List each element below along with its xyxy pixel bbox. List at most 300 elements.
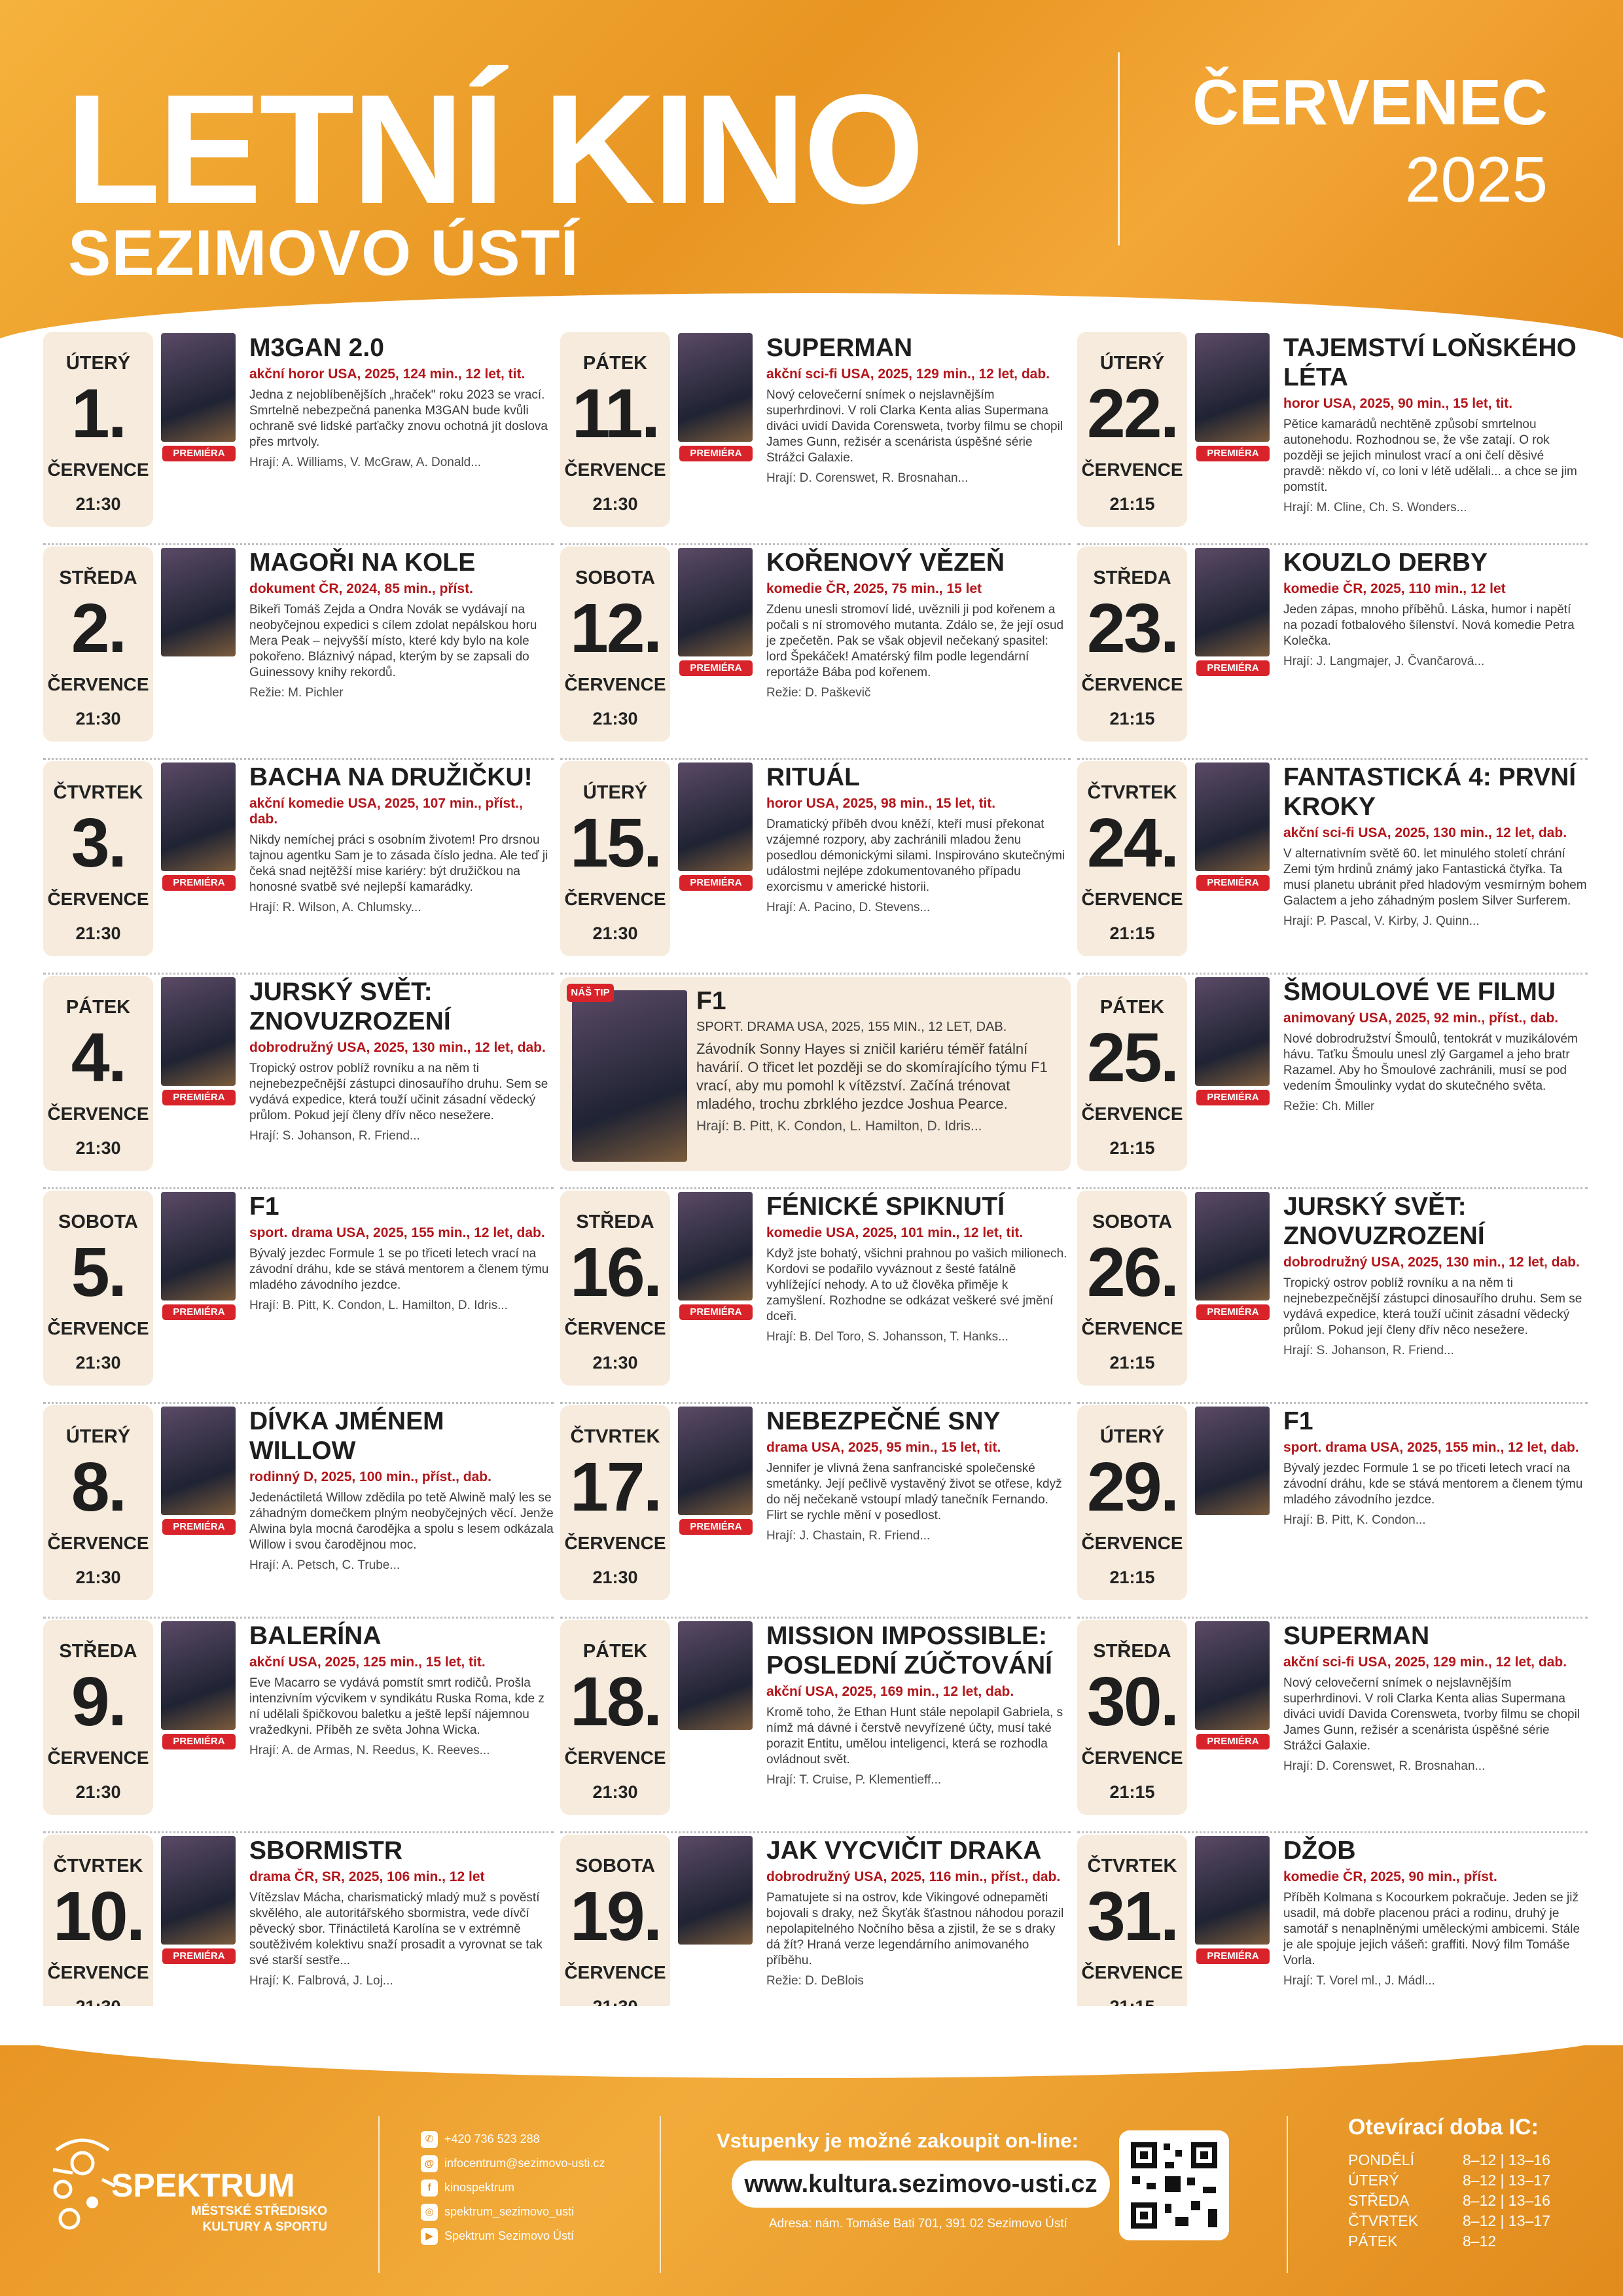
- premiere-badge: PREMIÉRA: [1196, 1734, 1270, 1749]
- movie-info: [766, 1619, 1071, 1787]
- month-label: ČERVENCE: [564, 1748, 666, 1768]
- movie-title[interactable]: SUPERMAN: [766, 334, 913, 362]
- date-box: [43, 332, 153, 527]
- premiere-badge: PREMIÉRA: [679, 446, 753, 461]
- movie-meta: horor USA, 2025, 90 min., 15 let, tit.: [1283, 396, 1513, 411]
- qr-code-icon[interactable]: [1119, 2130, 1229, 2240]
- screening-time: 21:30: [75, 1782, 121, 1802]
- weekday: PÁTEK: [582, 353, 648, 374]
- movie-cast: Hrají: T. Vorel ml., J. Mádl...: [1283, 1974, 1435, 1988]
- program-column-1: [43, 331, 554, 2048]
- poster-subtitle: SEZIMOVO ÚSTÍ: [68, 217, 579, 289]
- movie-description: Pětice kamarádů nechtěně způsobí smrtelnou autonehodu. Rozhodnou se, že vše zatají. O rok později se jejich minulost vrací a oni čelí děsivé pravdě: někdo ví, co loni v létě udělali... a chce se jim pomstít.: [1283, 418, 1577, 494]
- movie-meta: SPORT. DRAMA USA, 2025, 155 MIN., 12 LET, DAB.: [696, 1020, 1007, 1034]
- movie-cast: Hrají: B. Pitt, K. Condon, L. Hamilton, D. Idris...: [249, 1299, 508, 1312]
- movie-info: [1283, 1404, 1588, 1528]
- movie-description: Nové dobrodružství Šmoulů, tentokrát v muzikálovém hávu. Taťku Šmoulu unesl zlý Gargamel a jeho bratr Razamel. Aby ho Šmoulové zachránili, musí se pod vedením Šmoulinky vydat do skutečného světa.: [1283, 1032, 1578, 1093]
- movie-info: [1283, 545, 1588, 669]
- weekday: STŘEDA: [59, 567, 137, 588]
- movie-cast: Hrají: A. Williams, V. McGraw, A. Donald...: [249, 456, 482, 469]
- movie-description: Nový celovečerní snímek o nejslavnějším superhrdinovi. V roli Clarka Kenta alias Supermana diváci uvidí Davida Corensweta, tvorby filmu se chopil James Gunn, režisér a scenárista úspěšné série Strážci Galaxie.: [766, 388, 1063, 465]
- tip-box[interactable]: [560, 977, 1071, 1171]
- movie-description: Příběh Kolmana s Kocourkem pokračuje. Jeden se již usadil, má dobře placenou práci a rodinu, druhý je samotář s nenaplněnými uměleckými ambicemi. Stále je ale spojuje jejich vášeň: graffiti. Nový film Tomáše Vorla.: [1283, 1891, 1580, 1967]
- movie-poster[interactable]: [161, 977, 236, 1086]
- day-number: 26.: [1086, 1234, 1178, 1311]
- address: Adresa: nám. Tomáše Bati 701, 391 02 Sezimovo Ústí: [769, 2217, 1067, 2231]
- movie-meta: komedie ČR, 2025, 110 min., 12 let: [1283, 581, 1506, 596]
- movie-info: [249, 1833, 554, 1988]
- logo-subtitle: MĚSTSKÉ STŘEDISKO KULTURY A SPORTU: [191, 2204, 327, 2234]
- movie-title[interactable]: NEBEZPEČNÉ SNY: [766, 1407, 1001, 1435]
- weekday: PÁTEK: [1099, 997, 1165, 1018]
- date-box: [1077, 547, 1187, 742]
- day-number: 9.: [71, 1663, 126, 1740]
- movie-poster[interactable]: [1195, 977, 1270, 1086]
- hours-time: 8–12 | 13–16: [1463, 2192, 1550, 2209]
- month-label: ČERVENCE: [1081, 459, 1183, 480]
- tickets-url-link[interactable]: www.kultura.sezimovo-usti.cz: [732, 2161, 1110, 2208]
- day-number: 29.: [1086, 1448, 1178, 1526]
- month-label: ČERVENCE: [564, 1533, 666, 1553]
- program-entry: [1077, 1404, 1588, 1619]
- screening-time: 21:15: [1109, 709, 1155, 728]
- premiere-badge: PREMIÉRA: [679, 1519, 753, 1535]
- month-label: ČERVENCE: [47, 889, 149, 909]
- hours-day: PONDĚLÍ: [1348, 2151, 1414, 2168]
- month-label: ČERVENCE: [564, 1318, 666, 1338]
- weekday: SOBOTA: [575, 1856, 655, 1876]
- day-number: 17.: [569, 1448, 661, 1526]
- weekday: ČTVRTEK: [53, 782, 143, 803]
- movie-info: [766, 331, 1071, 486]
- movie-title[interactable]: TAJEMSTVÍ LOŇSKÉHO LÉTA: [1283, 334, 1577, 391]
- screening-time: 21:30: [592, 494, 638, 514]
- month-label: ČERVENCE: [47, 459, 149, 480]
- movie-description: Pamatujete si na ostrov, kde Vikingové odnepaměti bojovali s draky, než Škyťák šťastnou náhodou porazil nepolapitelného Nočního běsa a zjistil, že se s draky dá žít? Hraná verze legendárního animovaného příběhu.: [766, 1891, 1064, 1967]
- date-box: [560, 547, 670, 742]
- month-label: ČERVENCE: [1081, 1748, 1183, 1768]
- premiere-badge: PREMIÉRA: [679, 1304, 753, 1320]
- weekday: ÚTERÝ: [1099, 1426, 1165, 1447]
- hours-row: [1348, 2191, 1571, 2211]
- contact-item[interactable]: [421, 2130, 540, 2147]
- movie-info: [1283, 331, 1588, 515]
- movie-meta: dobrodružný USA, 2025, 116 min., příst., dab.: [766, 1869, 1061, 1884]
- program-entry: [1077, 331, 1588, 545]
- spektrum-logo-icon: [43, 2124, 122, 2242]
- day-number: 2.: [71, 590, 126, 667]
- movie-cast: Režie: D. Paškevič: [766, 686, 871, 700]
- premiere-badge: PREMIÉRA: [1196, 875, 1270, 891]
- movie-meta: animovaný USA, 2025, 92 min., příst., dab.: [1283, 1011, 1559, 1026]
- movie-cast: Hrají: A. Petsch, C. Trube...: [249, 1558, 401, 1572]
- screening-time: 21:30: [75, 924, 121, 943]
- movie-description: Vítězslav Mácha, charismatický mladý muž s pověstí skvělého, ale autoritářského sbormistra, vede dívčí pěvecký sbor. Třináctiletá Karolína se v extrémně soutěživém kolektivu snaží prosadit a vyrovnat se tak své starší sestře...: [249, 1891, 543, 1967]
- movie-poster[interactable]: [572, 990, 687, 1162]
- screening-time: 21:30: [592, 709, 638, 728]
- program-entry: [560, 545, 1071, 760]
- month-label: ČERVENCE: [47, 1318, 149, 1338]
- month-label: ČERVENCE: [1081, 674, 1183, 694]
- day-number: 8.: [71, 1448, 126, 1526]
- movie-meta: sport. drama USA, 2025, 155 min., 12 let, dab.: [249, 1225, 545, 1240]
- movie-cast: Hrají: B. Pitt, K. Condon...: [1283, 1513, 1426, 1527]
- premiere-badge: PREMIÉRA: [679, 660, 753, 676]
- youtube-icon: ▶: [421, 2228, 438, 2245]
- program-entry: [560, 1619, 1071, 1833]
- movie-info: [249, 975, 554, 1143]
- movie-cast: Hrají: S. Johanson, R. Friend...: [1283, 1344, 1454, 1357]
- movie-title[interactable]: DŽOB: [1283, 1837, 1356, 1865]
- movie-poster[interactable]: [678, 548, 753, 656]
- hours-day: PÁTEK: [1348, 2233, 1398, 2250]
- movie-info: [1283, 1189, 1588, 1358]
- date-box: [560, 1191, 670, 1386]
- movie-info: [766, 1833, 1071, 1988]
- movie-cast: Režie: D. DeBlois: [766, 1974, 864, 1988]
- month-label: ČERVENCE: [1081, 1533, 1183, 1553]
- contact-item[interactable]: [421, 2155, 605, 2172]
- date-box: [560, 1405, 670, 1600]
- movie-poster[interactable]: [1195, 1407, 1270, 1515]
- day-number: 19.: [569, 1878, 661, 1955]
- movie-info: [766, 760, 1071, 915]
- day-number: 5.: [71, 1234, 126, 1311]
- day-number: 31.: [1086, 1878, 1178, 1955]
- movie-info: [766, 1189, 1071, 1344]
- footer-divider: [1287, 2116, 1288, 2273]
- weekday: STŘEDA: [1093, 1641, 1171, 1662]
- premiere-badge: PREMIÉRA: [1196, 1948, 1270, 1964]
- contact-text: kinospektrum: [444, 2181, 515, 2194]
- program-entry: [560, 1189, 1071, 1404]
- contact-item[interactable]: [421, 2179, 514, 2196]
- movie-info: [249, 760, 554, 915]
- hours-row: [1348, 2211, 1571, 2231]
- movie-poster[interactable]: [161, 1836, 236, 1945]
- month-label: ČERVENCE: [1081, 889, 1183, 909]
- header-divider: [1118, 52, 1120, 245]
- premiere-badge: PREMIÉRA: [162, 1090, 236, 1105]
- movie-description: Nový celovečerní snímek o nejslavnějším superhrdinovi. V roli Clarka Kenta alias Supermana diváci uvidí Davida Corensweta, tvorby filmu se chopil James Gunn, režisér a scenárista úspěšné série Strážci Galaxie.: [1283, 1676, 1580, 1753]
- movie-poster[interactable]: [161, 1192, 236, 1300]
- movie-title[interactable]: JURSKÝ SVĚT: ZNOVUZROZENÍ: [249, 978, 451, 1035]
- program-entry: [43, 1189, 554, 1404]
- movie-cast: Hrají: B. Pitt, K. Condon, L. Hamilton, D. Idris...: [696, 1119, 982, 1134]
- movie-meta: akční sci-fi USA, 2025, 129 min., 12 let, dab.: [1283, 1655, 1567, 1670]
- month-label: ČERVENCE: [564, 1962, 666, 1982]
- date-box: [43, 1620, 153, 1815]
- month-label: ČERVENCE: [1081, 1318, 1183, 1338]
- hours-time: 8–12: [1463, 2233, 1497, 2250]
- movie-info: [1283, 1833, 1588, 1988]
- date-box: [1077, 976, 1187, 1171]
- movie-title[interactable]: JAK VYCVIČIT DRAKA: [766, 1837, 1042, 1865]
- weekday: ÚTERÝ: [65, 1426, 131, 1447]
- date-box: [1077, 1620, 1187, 1815]
- movie-title[interactable]: KOŘENOVÝ VĚZEŇ: [766, 548, 1005, 577]
- movie-info: [1283, 975, 1588, 1114]
- movie-description: Kromě toho, že Ethan Hunt stále nepolapil Gabriela, s nímž má dávné i čerstvě nevyřízené účty, musí také porazit Entitu, umělou inteligenci, která se rozhodla ovládnout svět.: [766, 1706, 1063, 1767]
- buy-tickets-text: Vstupenky je možné zakoupit on-line:: [717, 2129, 1079, 2152]
- screening-time: 21:30: [75, 1138, 121, 1158]
- movie-poster[interactable]: [678, 1836, 753, 1945]
- hours-day: STŘEDA: [1348, 2192, 1410, 2209]
- screening-time: 21:15: [1109, 1782, 1155, 1802]
- movie-poster[interactable]: [161, 762, 236, 871]
- movie-title[interactable]: DÍVKA JMÉNEM WILLOW: [249, 1407, 444, 1465]
- movie-poster[interactable]: [678, 333, 753, 442]
- movie-description: Bývalý jezdec Formule 1 se po třiceti letech vrací na závodní dráhu, kde se stává mentorem a členem týmu mladého závodního jezdce.: [1283, 1462, 1583, 1507]
- premiere-badge: PREMIÉRA: [1196, 1090, 1270, 1105]
- movie-meta: dokument ČR, 2024, 85 min., příst.: [249, 581, 473, 596]
- movie-description: Když jste bohatý, všichni prahnou po vašich milionech. Kordovi se podařilo vyváznout z šesté fatálně vyhlížející nehody. A to už člověka přiměje k zamyšlení. Rozhodne se odkázat veškeré své jmění dceři.: [766, 1247, 1067, 1323]
- screening-time: 21:15: [1109, 1138, 1155, 1158]
- date-box: [43, 1191, 153, 1386]
- day-number: 11.: [571, 375, 659, 452]
- movie-description: Bikeři Tomáš Zejda a Ondra Novák se vydávají na neobyčejnou expedici s cílem zdolat nepálskou horu Mera Peak – nejvyšší místo, které kdy bylo na kole pokořeno. Bláznivý nápad, kterým by se zapsali do Guinessovy knihy rekordů.: [249, 603, 537, 679]
- movie-info: [249, 545, 554, 700]
- day-number: 30.: [1086, 1663, 1178, 1740]
- movie-description: Jennifer je vlivná žena sanfranciské společenské smetánky. Její pečlivě vystavěný život se otřese, když do něj nečekaně vstoupí mladý tanečník Fernando. Flirt se rychle mění v posedlost.: [766, 1462, 1062, 1522]
- movie-title[interactable]: F1: [1283, 1407, 1313, 1435]
- day-number: 23.: [1086, 590, 1178, 667]
- premiere-badge: PREMIÉRA: [162, 1519, 236, 1535]
- date-box: [1077, 332, 1187, 527]
- movie-meta: komedie ČR, 2025, 90 min., příst.: [1283, 1869, 1497, 1884]
- movie-poster[interactable]: [678, 1407, 753, 1515]
- day-number: 24.: [1086, 804, 1178, 882]
- contact-item[interactable]: [421, 2203, 574, 2220]
- premiere-badge: PREMIÉRA: [162, 1734, 236, 1749]
- contact-item[interactable]: [421, 2227, 574, 2244]
- movie-description: Zdenu unesli stromoví lidé, uvěznili ji pod kořenem a počali s ní stromového mutanta. Zdálo se, že její osud je zpečetěn. Pak se však objevil nečekaný spasitel: lord Špekáček! Amatérský film podle legendární reportáže Bába pod kořenem.: [766, 603, 1064, 679]
- movie-cast: Hrají: A. de Armas, N. Reedus, K. Reeves...: [249, 1744, 490, 1757]
- movie-title[interactable]: FANTASTICKÁ 4: PRVNÍ KROKY: [1283, 763, 1577, 821]
- weekday: ČTVRTEK: [1087, 1856, 1177, 1876]
- phone-icon: ✆: [421, 2131, 438, 2148]
- movie-cast: Hrají: R. Wilson, A. Chlumsky...: [249, 901, 421, 914]
- program-entry: [1077, 760, 1588, 975]
- movie-title[interactable]: BALERÍNA: [249, 1622, 382, 1650]
- movie-title[interactable]: SBORMISTR: [249, 1837, 402, 1865]
- movie-poster[interactable]: [1195, 1192, 1270, 1300]
- month-label: ČERVENCE: [564, 889, 666, 909]
- date-box: [43, 547, 153, 742]
- date-box: [560, 332, 670, 527]
- movie-meta: akční komedie USA, 2025, 107 min., příst., dab.: [249, 796, 523, 827]
- footer-divider: [378, 2116, 380, 2273]
- program-entry: [1077, 545, 1588, 760]
- movie-cast: Hrají: J. Langmajer, J. Čvančarová...: [1283, 655, 1485, 668]
- movie-cast: Hrají: D. Corenswet, R. Brosnahan...: [1283, 1759, 1486, 1773]
- movie-cast: Režie: M. Pichler: [249, 686, 344, 700]
- movie-meta: horor USA, 2025, 98 min., 15 let, tit.: [766, 796, 996, 811]
- hours-day: ÚTERÝ: [1348, 2172, 1399, 2189]
- movie-title[interactable]: JURSKÝ SVĚT: ZNOVUZROZENÍ: [1283, 1193, 1485, 1250]
- movie-description: Eve Macarro se vydává pomstít smrt rodičů. Prošla intenzivním výcvikem v syndikátu Ruska Roma, kde z ní udělali špičkovou baletku a ještě lepší nájemnou vražedkyni. Příběh ze světa Johna Wicka.: [249, 1676, 544, 1737]
- movie-cast: Hrají: P. Pascal, V. Kirby, J. Quinn...: [1283, 914, 1480, 928]
- movie-description: Tropický ostrov poblíž rovníku a na něm ti nejnebezpečnější zástupci dinosauřího druhu. Sem se vydává expedice, která touží učinit zásadní vědecký průlom. Pokud její členy dřív něco nesežere.: [249, 1062, 548, 1122]
- day-number: 16.: [569, 1234, 661, 1311]
- movie-info: [1283, 1619, 1588, 1774]
- hours-row: [1348, 2170, 1571, 2191]
- movie-title[interactable]: M3GAN 2.0: [249, 334, 384, 362]
- movie-poster[interactable]: [161, 333, 236, 442]
- movie-cast: Hrají: K. Falbrová, J. Loj...: [249, 1974, 393, 1988]
- movie-poster[interactable]: [1195, 1621, 1270, 1730]
- hours-row: [1348, 2150, 1571, 2170]
- movie-poster[interactable]: [1195, 1836, 1270, 1945]
- month-label: ČERVENCE: [564, 459, 666, 480]
- weekday: STŘEDA: [59, 1641, 137, 1662]
- movie-poster[interactable]: [1195, 762, 1270, 871]
- movie-title[interactable]: F1: [249, 1193, 279, 1221]
- footer-divider: [660, 2116, 661, 2273]
- movie-info: [249, 331, 554, 470]
- movie-title[interactable]: ŠMOULOVÉ VE FILMU: [1283, 978, 1556, 1006]
- movie-poster[interactable]: [161, 1621, 236, 1730]
- premiere-badge: PREMIÉRA: [1196, 1304, 1270, 1320]
- header-month: ČERVENEC: [1192, 66, 1548, 138]
- movie-description: Jeden zápas, mnoho příběhů. Láska, humor i napětí na pozadí fotbalového šílenství. Nová komedie Petra Kolečka.: [1283, 603, 1575, 648]
- premiere-badge: PREMIÉRA: [162, 446, 236, 461]
- program-entry: [560, 1404, 1071, 1619]
- movie-description: Bývalý jezdec Formule 1 se po třiceti letech vrací na závodní dráhu, kde se stává mentorem a členem týmu mladého závodního jezdce.: [249, 1247, 549, 1292]
- movie-meta: akční USA, 2025, 169 min., 12 let, dab.: [766, 1684, 1014, 1699]
- movie-title[interactable]: RITUÁL: [766, 763, 860, 791]
- premiere-badge: PREMIÉRA: [162, 1304, 236, 1320]
- program-entry: [43, 760, 554, 975]
- month-label: ČERVENCE: [47, 1962, 149, 1982]
- weekday: SOBOTA: [1092, 1211, 1172, 1232]
- movie-info: [766, 1404, 1071, 1543]
- day-number: 25.: [1086, 1019, 1178, 1096]
- weekday: PÁTEK: [582, 1641, 648, 1662]
- logo-name: SPEKTRUM: [111, 2167, 295, 2204]
- movie-cast: Hrají: M. Cline, Ch. S. Wonders...: [1283, 501, 1467, 514]
- day-number: 3.: [71, 804, 126, 882]
- weekday: ČTVRTEK: [1087, 782, 1177, 803]
- movie-description: Jedenáctiletá Willow zdědila po tetě Alwině malý les se záhadným domečkem plným neobyčejných věcí. Jenže Alwina byla mocná čarodějka a spolu s lesem odkázala Willow i svou čarodějnou moc.: [249, 1491, 554, 1552]
- weekday: PÁTEK: [65, 997, 131, 1018]
- our-tip-badge: NÁŠ TIP: [567, 984, 614, 1002]
- movie-poster[interactable]: [1195, 333, 1270, 442]
- screening-time: 21:15: [1109, 1568, 1155, 1587]
- movie-info: [249, 1189, 554, 1313]
- screening-time: 21:30: [75, 1353, 121, 1372]
- screening-time: 21:30: [592, 924, 638, 943]
- date-box: [43, 1405, 153, 1600]
- day-number: 12.: [569, 590, 661, 667]
- program-column-3: [1077, 331, 1588, 2048]
- screening-time: 21:30: [75, 1568, 121, 1587]
- program-entry: [1077, 975, 1588, 1189]
- month-label: ČERVENCE: [47, 674, 149, 694]
- movie-cast: Hrají: J. Chastain, R. Friend...: [766, 1529, 931, 1543]
- weekday: ÚTERÝ: [582, 782, 648, 803]
- movie-poster[interactable]: [161, 548, 236, 656]
- movie-description: Dramatický příběh dvou kněží, kteří musí překonat vzájemné rozpory, aby zachránili mladou ženu posedlou démonickými silami. Inspirováno skutečnými událostmi nejlépe zdokumentovaného případu exorcismu v americké historii.: [766, 817, 1065, 894]
- movie-meta: akční sci-fi USA, 2025, 130 min., 12 let, dab.: [1283, 825, 1567, 840]
- date-box: [1077, 1191, 1187, 1386]
- movie-title[interactable]: MAGOŘI NA KOLE: [249, 548, 476, 577]
- day-number: 1.: [71, 375, 126, 452]
- movie-meta: akční USA, 2025, 125 min., 15 let, tit.: [249, 1655, 486, 1670]
- poster-title: LETNÍ KINO: [65, 63, 922, 236]
- weekday: SOBOTA: [58, 1211, 138, 1232]
- movie-title[interactable]: SUPERMAN: [1283, 1622, 1430, 1650]
- date-box: [43, 761, 153, 956]
- screening-time: 21:30: [592, 1568, 638, 1587]
- movie-poster[interactable]: [1195, 548, 1270, 656]
- movie-title[interactable]: BACHA NA DRUŽIČKU!: [249, 763, 533, 791]
- premiere-badge: PREMIÉRA: [162, 1948, 236, 1964]
- footer: [0, 2045, 1623, 2296]
- premiere-badge: PREMIÉRA: [1196, 660, 1270, 676]
- weekday: STŘEDA: [576, 1211, 654, 1232]
- contact-text: Spektrum Sezimovo Ústí: [444, 2229, 575, 2242]
- movie-title[interactable]: FÉNICKÉ SPIKNUTÍ: [766, 1193, 1005, 1221]
- movie-meta: dobrodružný USA, 2025, 130 min., 12 let, dab.: [249, 1040, 546, 1055]
- weekday: ÚTERÝ: [1099, 353, 1165, 374]
- movie-title[interactable]: MISSION IMPOSSIBLE: POSLEDNÍ ZÚČTOVÁNÍ: [766, 1622, 1052, 1679]
- movie-meta: komedie ČR, 2025, 75 min., 15 let: [766, 581, 982, 596]
- day-number: 18.: [569, 1663, 661, 1740]
- movie-title[interactable]: F1: [696, 987, 726, 1015]
- program-entry: [560, 331, 1071, 545]
- movie-poster[interactable]: [678, 1192, 753, 1300]
- month-label: ČERVENCE: [564, 674, 666, 694]
- movie-poster[interactable]: [678, 762, 753, 871]
- date-box: [1077, 1405, 1187, 1600]
- movie-meta: drama ČR, SR, 2025, 106 min., 12 let: [249, 1869, 485, 1884]
- program-entry: [43, 1619, 554, 1833]
- weekday: SOBOTA: [575, 567, 655, 588]
- hours-time: 8–12 | 13–17: [1463, 2172, 1550, 2189]
- date-box: [560, 761, 670, 956]
- contact-text: +420 736 523 288: [444, 2132, 540, 2145]
- screening-time: 21:15: [1109, 924, 1155, 943]
- day-number: 22.: [1086, 375, 1178, 452]
- movie-meta: dobrodružný USA, 2025, 130 min., 12 let, dab.: [1283, 1255, 1580, 1270]
- movie-info: [766, 545, 1071, 700]
- movie-info: [696, 984, 1058, 1134]
- date-box: [1077, 761, 1187, 956]
- screening-time: 21:30: [75, 494, 121, 514]
- movie-poster[interactable]: [678, 1621, 753, 1730]
- month-label: ČERVENCE: [47, 1748, 149, 1768]
- movie-info: [249, 1619, 554, 1758]
- movie-title[interactable]: KOUZLO DERBY: [1283, 548, 1488, 577]
- screening-time: 21:30: [592, 1353, 638, 1372]
- premiere-badge: PREMIÉRA: [1196, 446, 1270, 461]
- header-year: 2025: [1404, 143, 1548, 215]
- hours-row: [1348, 2231, 1571, 2251]
- movie-meta: rodinný D, 2025, 100 min., příst., dab.: [249, 1469, 491, 1484]
- email-icon: @: [421, 2155, 438, 2172]
- movie-cast: Hrají: S. Johanson, R. Friend...: [249, 1129, 420, 1143]
- program-column-2: [560, 331, 1071, 2048]
- premiere-badge: PREMIÉRA: [162, 875, 236, 891]
- month-label: ČERVENCE: [1081, 1103, 1183, 1124]
- movie-description: Jedna z nejoblíbenějších „hraček" roku 2023 se vrací. Smrtelně nebezpečná panenka M3GAN bude kvůli ochraně své lidské parťačky znovu ochotná jít doslova přes mrtvoly.: [249, 388, 548, 449]
- movie-poster[interactable]: [161, 1407, 236, 1515]
- screening-time: 21:30: [75, 709, 121, 728]
- day-number: 4.: [71, 1019, 126, 1096]
- screening-time: 21:15: [1109, 1353, 1155, 1372]
- premiere-badge: PREMIÉRA: [679, 875, 753, 891]
